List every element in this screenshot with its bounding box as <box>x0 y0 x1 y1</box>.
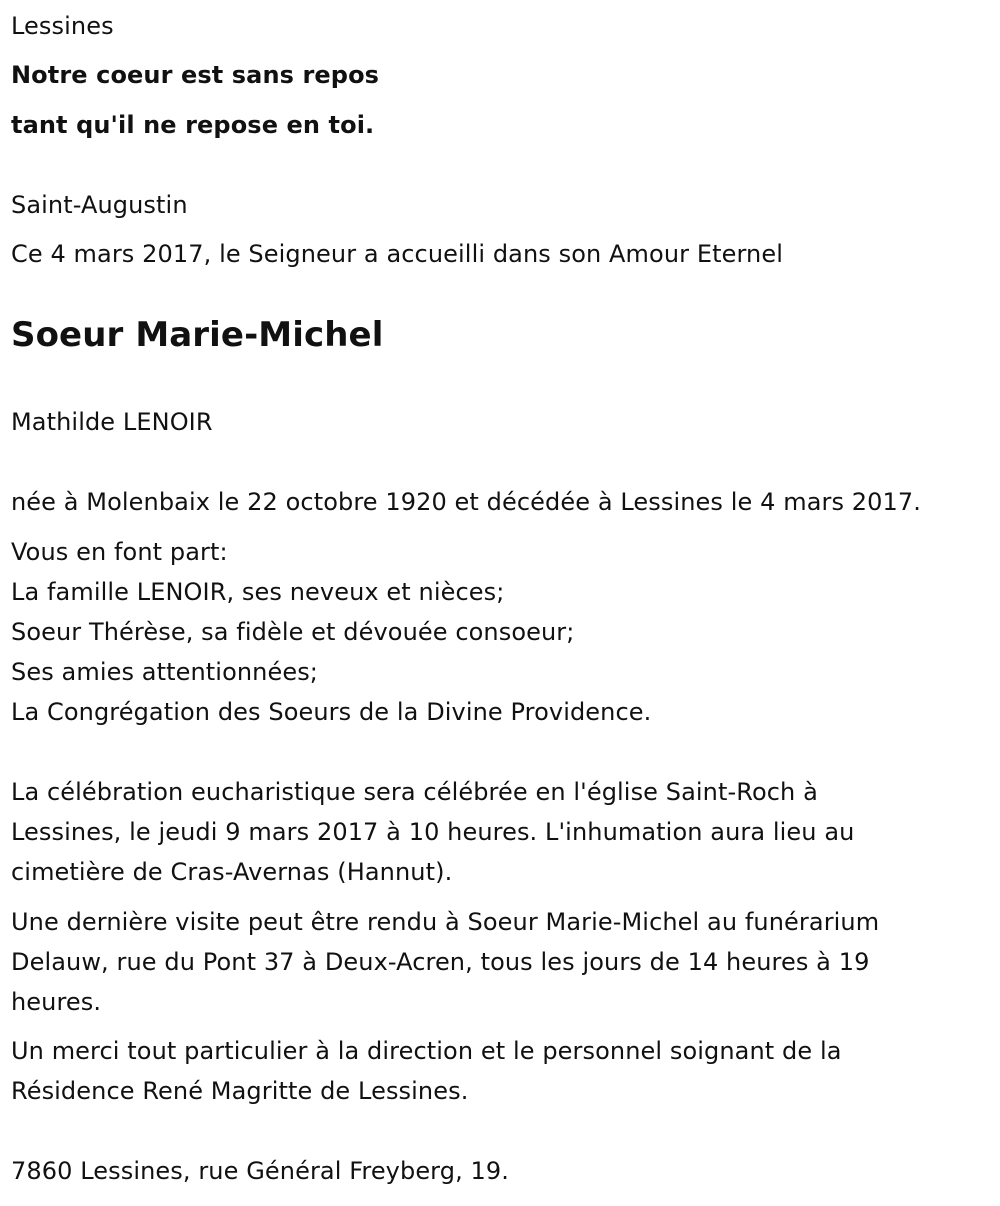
location-heading: Lessines <box>11 12 114 40</box>
deceased-religious-name: Soeur Marie-Michel <box>11 315 384 355</box>
visit-line: heures. <box>11 988 102 1016</box>
quote-line-2: tant qu'il ne repose en toi. <box>11 111 375 139</box>
ceremony-line: cimetière de Cras-Avernas (Hannut). <box>11 858 453 886</box>
birth-death-details: née à Molenbaix le 22 octobre 1920 et décédée à Lessines le 4 mars 2017. <box>11 488 922 516</box>
visit-line: Une dernière visite peut être rendu à Soeur Marie-Michel au funérarium <box>11 908 880 936</box>
visit-line: Delauw, rue du Pont 37 à Deux-Acren, tous les jours de 14 heures à 19 <box>11 948 870 976</box>
ceremony-line: Lessines, le jeudi 9 mars 2017 à 10 heures. L'inhumation aura lieu au <box>11 818 855 846</box>
ceremony-line: La célébration eucharistique sera célébrée en l'église Saint-Roch à <box>11 778 818 806</box>
announcement-heading: Vous en font part: <box>11 538 228 566</box>
quote-author: Saint-Augustin <box>11 191 188 219</box>
thanks-line: Un merci tout particulier à la direction et le personnel soignant de la <box>11 1037 842 1065</box>
family-line: Soeur Thérèse, sa fidèle et dévouée consoeur; <box>11 618 575 646</box>
quote-line-1: Notre coeur est sans repos <box>11 61 380 89</box>
deceased-civil-name: Mathilde LENOIR <box>11 408 213 436</box>
family-line: Ses amies attentionnées; <box>11 658 318 686</box>
address-line: 7860 Lessines, rue Général Freyberg, 19. <box>11 1157 509 1185</box>
thanks-line: Résidence René Magritte de Lessines. <box>11 1077 469 1105</box>
intro-sentence: Ce 4 mars 2017, le Seigneur a accueilli dans son Amour Eternel <box>11 240 783 268</box>
family-line: La Congrégation des Soeurs de la Divine Providence. <box>11 698 652 726</box>
family-line: La famille LENOIR, ses neveux et nièces; <box>11 578 505 606</box>
